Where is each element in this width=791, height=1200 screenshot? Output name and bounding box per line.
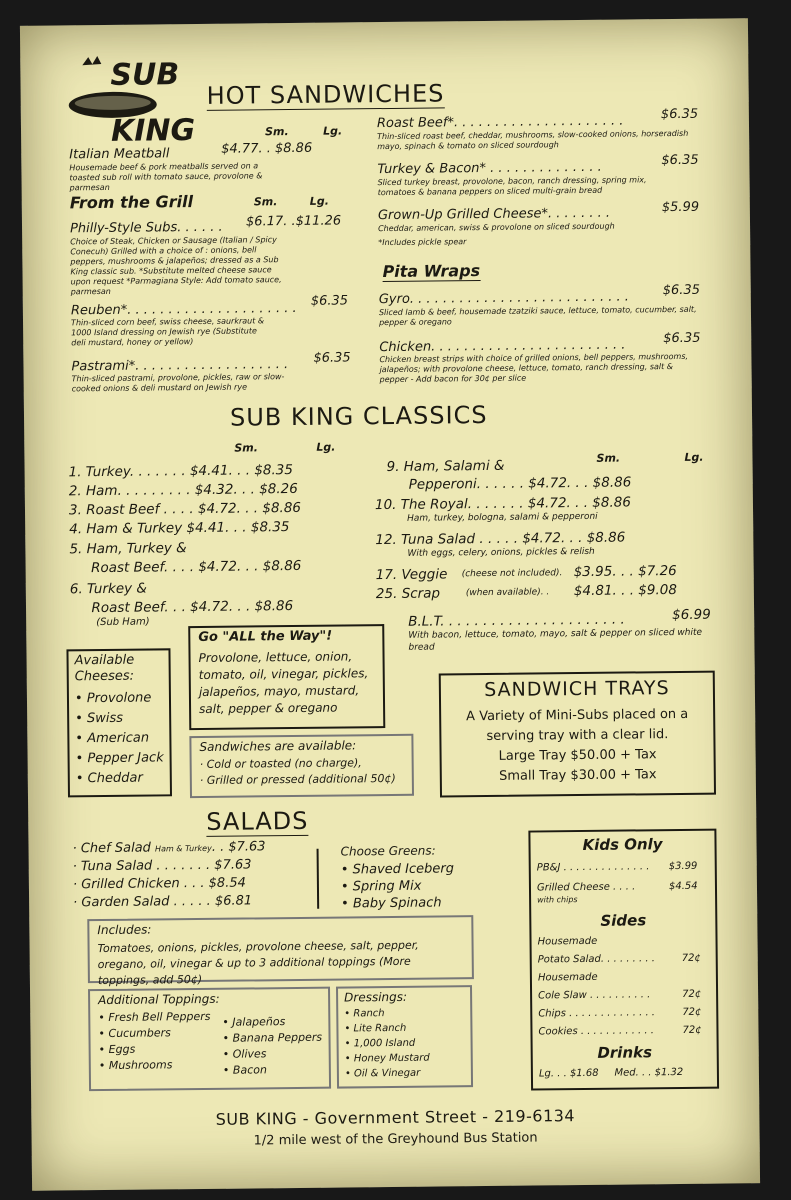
salad-name: Grilled Chicken bbox=[81, 876, 180, 893]
classic-tuna-salad: 12. Tuna Salad . . . . . $4.72. . . $8.86 bbox=[375, 529, 626, 549]
classics-right-sm: Sm. bbox=[596, 451, 621, 465]
salad-note: Ham & Turkey bbox=[154, 843, 212, 854]
topping-label: Olives bbox=[232, 1047, 267, 1061]
cole-slaw-price: 72¢ bbox=[682, 988, 702, 1000]
pita-chicken-name: Chicken. . . . . . . . . . . . . . . . . . . . . . . . bbox=[379, 337, 626, 356]
pbj-name: PB&J . . . . . . . . . . . . . . bbox=[536, 861, 650, 874]
grown-up-grilled-cheese-desc: Cheddar, american, swiss & provolone on sliced sourdough bbox=[378, 221, 615, 234]
sandwiches-available-box bbox=[189, 734, 414, 798]
italian-meatball-name: Italian Meatball bbox=[69, 146, 170, 163]
salad-price: $7.63 bbox=[228, 839, 266, 855]
logo-sub-text: SUB bbox=[110, 57, 180, 93]
green-label: Shaved Iceberg bbox=[352, 861, 455, 878]
dressing-label: Oil & Vinegar bbox=[353, 1067, 421, 1080]
includes-text: Tomatoes, onions, pickles, provolone cheese, salt, pepper, oregano, oil, vinegar & up to 3 additional toppings (More toppings, add 50¢) bbox=[97, 938, 419, 988]
toppings-box bbox=[88, 987, 331, 1092]
sub-king-classics-title: SUB KING CLASSICS bbox=[229, 400, 488, 432]
hot-sandwiches-title: HOT SANDWICHES bbox=[206, 79, 445, 110]
topping-label: Jalapeños bbox=[232, 1015, 286, 1029]
roast-beef-price: $6.35 bbox=[660, 106, 699, 123]
trays-line-1: A Variety of Mini-Subs placed on a bbox=[466, 706, 689, 725]
pita-wraps-title: Pita Wraps bbox=[382, 261, 481, 282]
roast-beef-desc: Thin-sliced roast beef, cheddar, mushrooms, slow-cooked onions, horseradish mayo, spinach & tomato on sliced sourdough bbox=[377, 128, 689, 152]
choose-greens-title: Choose Greens: bbox=[340, 843, 436, 859]
reuben-desc: Thin-sliced corn beef, swiss cheese, saurkraut & 1000 Island dressing on Jewish rye (Substitute deli mustard, honey or yellow) bbox=[70, 316, 265, 348]
classic-row: 2. Ham. . . . . . . . . $4.32. . . $8.26 bbox=[68, 480, 298, 500]
classic-the-royal: 10. The Royal. . . . . . . $4.72. . . $8.86 bbox=[374, 494, 631, 514]
grilled-cheese-price: $4.54 bbox=[668, 880, 698, 893]
philly-name: Philly-Style Subs. . . . . . bbox=[69, 219, 223, 237]
drinks-title: Drinks bbox=[597, 1043, 653, 1062]
classic-veggie: 17. Veggie bbox=[375, 566, 448, 584]
blt-desc: With bacon, lettuce, tomato, mayo, salt & pepper on sliced white bread bbox=[408, 627, 703, 653]
green-item: • Baby Spinach bbox=[341, 895, 442, 912]
cheeses-box bbox=[66, 648, 172, 797]
topping-item: • Eggs bbox=[98, 1042, 136, 1057]
veggie-price: $3.95. . . $7.26 bbox=[573, 562, 677, 581]
scrap-price: $4.81. . . $9.08 bbox=[573, 581, 677, 600]
trays-line-2: serving tray with a clear lid. bbox=[486, 727, 669, 744]
salad-price: $8.54 bbox=[208, 875, 246, 891]
available-line-1: · Cold or toasted (no charge), bbox=[199, 756, 362, 772]
topping-label: Banana Peppers bbox=[232, 1030, 323, 1045]
grown-up-grilled-cheese-price: $5.99 bbox=[661, 199, 700, 216]
salad-price: $6.81 bbox=[214, 893, 253, 909]
pastrami-desc: Thin-sliced pastrami, provolone, pickles, raw or slow-cooked onions & deli mustard on Jewish rye bbox=[71, 372, 285, 394]
available-line-2: · Grilled or pressed (additional 50¢) bbox=[199, 771, 396, 788]
size-small-header: Sm. bbox=[264, 125, 289, 139]
pastrami-name: Pastrami*. . . . . . . . . . . . . . . . . . . bbox=[71, 357, 289, 375]
pita-chicken-price: $6.35 bbox=[663, 330, 701, 347]
pickle-spear-note: *Includes pickle spear bbox=[378, 237, 467, 248]
topping-label: Bacon bbox=[232, 1063, 267, 1077]
includes-box bbox=[87, 915, 474, 988]
available-title: Sandwiches are available: bbox=[199, 738, 357, 755]
salad-item: · Grilled Chicken . . . $8.54 bbox=[72, 875, 246, 893]
dressings-title: Dressings: bbox=[344, 989, 408, 1005]
salad-dots: . . . . . . . bbox=[156, 857, 211, 874]
topping-item: • Mushrooms bbox=[98, 1058, 173, 1073]
salad-name: Tuna Salad bbox=[80, 858, 153, 875]
potato-salad-name: Potato Salad. . . . . . . . . bbox=[537, 953, 655, 966]
includes-title: Includes: bbox=[97, 922, 152, 938]
all-the-way-title: Go "ALL the Way"! bbox=[198, 628, 333, 646]
grilled-cheese-note: with chips bbox=[537, 895, 578, 905]
grill-size-large: Lg. bbox=[309, 194, 329, 208]
all-the-way-box bbox=[188, 624, 385, 730]
footer-address: SUB KING - Government Street - 219-6134 bbox=[215, 1106, 576, 1129]
salad-name: Garden Salad bbox=[81, 894, 170, 911]
turkey-bacon-price: $6.35 bbox=[661, 152, 699, 169]
kids-sides-drinks-box bbox=[528, 829, 719, 1091]
salad-dots: . . . . . bbox=[173, 893, 211, 910]
italian-meatball-desc: Housemade beef & pork meatballs served on a toasted sub roll with tomato sauce, provolone & parmesan bbox=[69, 161, 263, 193]
classics-sm-header: Sm. bbox=[234, 441, 258, 455]
drinks-prices: Lg. . . $1.68 Med. . . $1.32 bbox=[538, 1066, 684, 1080]
salad-dots: . . bbox=[211, 839, 225, 855]
salad-dots: . . . bbox=[183, 875, 205, 892]
dressing-label: Ranch bbox=[353, 1008, 385, 1020]
salad-item: · Tuna Salad . . . . . . . $7.63 bbox=[72, 857, 252, 875]
classic-pepperoni: Pepperoni. . . . . . $4.72. . . $8.86 bbox=[408, 474, 632, 493]
cheese-item: • Swiss bbox=[75, 710, 124, 727]
cookies-name: Cookies . . . . . . . . . . . . bbox=[538, 1025, 654, 1038]
gyro-name: Gyro. . . . . . . . . . . . . . . . . . . . . . . . . . . bbox=[378, 289, 629, 308]
philly-desc: Choice of Steak, Chicken or Sausage (Italian / Spicy Conecuh) Grilled with a choice of : onions, bell peppers, mushrooms & jalapeños; dressed as a Sub King classic sub. *Substitute melted cheese sauce upon request *Parmagiana Style: Add tomato sauce, parmesan bbox=[70, 235, 282, 297]
blt-price: $6.99 bbox=[672, 606, 711, 624]
pbj-price: $3.99 bbox=[668, 860, 698, 873]
sides-title: Sides bbox=[600, 911, 647, 930]
cheese-item: • Pepper Jack bbox=[75, 750, 164, 767]
chips-price: 72¢ bbox=[682, 1006, 702, 1018]
cheese-label: Pepper Jack bbox=[87, 750, 164, 767]
green-item: • Spring Mix bbox=[340, 878, 422, 895]
grown-up-grilled-cheese-name: Grown-Up Grilled Cheese*. . . . . . . . bbox=[377, 205, 611, 224]
green-item: • Shaved Iceberg bbox=[340, 861, 455, 878]
cheese-item: • American bbox=[75, 730, 150, 747]
logo-king-text: KING bbox=[110, 113, 196, 149]
dressing-item: • Honey Mustard bbox=[344, 1052, 430, 1065]
pastrami-price: $6.35 bbox=[313, 350, 351, 366]
housemade-label: Housemade bbox=[537, 935, 598, 948]
classic-row: 3. Roast Beef . . . . $4.72. . . $8.86 bbox=[68, 499, 302, 519]
the-royal-desc: Ham, turkey, bologna, salami & pepperoni bbox=[407, 511, 598, 524]
reuben-name: Reuben*. . . . . . . . . . . . . . . . . . . . . bbox=[70, 300, 297, 319]
all-the-way-text: Provolone, lettuce, onion, tomato, oil, vinegar, pickles, jalapeños, mayo, mustard, salt, pepper & oregano bbox=[198, 649, 369, 717]
classics-right-lg: Lg. bbox=[684, 450, 704, 464]
sandwich-trays-title: SANDWICH TRAYS bbox=[484, 677, 670, 702]
salad-item: · Chef Salad Ham & Turkey. . $7.63 bbox=[72, 839, 266, 857]
classic-row: Roast Beef. . . . $4.72. . . $8.86 bbox=[69, 557, 302, 577]
dressing-label: 1,000 Island bbox=[353, 1037, 416, 1050]
gyro-desc: Sliced lamb & beef, housemade tzatziki sauce, lettuce, tomato, cucumber, salt, pepper & oregano bbox=[378, 304, 697, 328]
dressing-label: Lite Ranch bbox=[353, 1022, 407, 1035]
classic-row: 4. Ham & Turkey $4.41. . . $8.35 bbox=[69, 519, 290, 538]
green-label: Spring Mix bbox=[352, 878, 422, 895]
small-tray-price: Small Tray $30.00 + Tax bbox=[498, 767, 657, 784]
potato-salad-price: 72¢ bbox=[681, 952, 701, 964]
from-the-grill-title: From the Grill bbox=[69, 192, 194, 213]
reuben-price: $6.35 bbox=[310, 293, 349, 309]
size-large-header: Lg. bbox=[322, 124, 343, 138]
classic-row: Roast Beef. . . $4.72. . . $8.86 bbox=[69, 598, 294, 617]
turkey-bacon-desc: Sliced turkey breast, provolone, bacon, ranch dressing, spring mix, tomatoes & banana peppers on sliced multi-grain bread bbox=[377, 175, 647, 198]
crown-sandwich-icon bbox=[64, 54, 196, 149]
salad-divider bbox=[317, 849, 320, 909]
classic-row: 6. Turkey & bbox=[69, 580, 148, 598]
salad-price: $7.63 bbox=[214, 857, 252, 873]
classic-scrap: 25. Scrap bbox=[375, 585, 441, 603]
tuna-salad-desc: With eggs, celery, onions, pickles & relish bbox=[407, 546, 595, 559]
green-label: Baby Spinach bbox=[352, 895, 442, 912]
topping-label: Fresh Bell Peppers bbox=[108, 1009, 211, 1024]
cheeses-title: Available Cheeses: bbox=[74, 652, 135, 685]
topping-label: Eggs bbox=[108, 1042, 136, 1056]
sub-ham-note: (Sub Ham) bbox=[96, 616, 150, 629]
philly-price: $6.17. .$11.26 bbox=[245, 213, 342, 230]
cheese-item: • Provolone bbox=[74, 690, 152, 707]
classic-row: 1. Turkey. . . . . . . $4.41. . . $8.35 bbox=[68, 462, 294, 481]
cole-slaw-name: Cole Slaw . . . . . . . . . . bbox=[538, 989, 651, 1002]
dressing-item: • Ranch bbox=[344, 1008, 385, 1020]
topping-item: • Cucumbers bbox=[98, 1026, 171, 1041]
pita-chicken-desc: Chicken breast strips with choice of grilled onions, bell peppers, mushrooms, jalapeños; with provolone cheese, lettuce, tomato, ranch dressing, salt & pepper - Add bacon for 30¢ per slice bbox=[379, 351, 689, 385]
salad-name: Chef Salad bbox=[80, 840, 151, 857]
topping-label: Cucumbers bbox=[108, 1026, 171, 1040]
salad-item: · Garden Salad . . . . . $6.81 bbox=[73, 893, 253, 911]
scrap-note: (when available). . bbox=[465, 587, 550, 599]
classics-lg-header: Lg. bbox=[316, 440, 336, 454]
cheese-label: American bbox=[87, 730, 150, 747]
dressing-label: Honey Mustard bbox=[353, 1052, 430, 1065]
classic-ham-salami: 9. Ham, Salami & bbox=[386, 457, 505, 476]
large-tray-price: Large Tray $50.00 + Tax bbox=[498, 747, 657, 764]
kids-only-title: Kids Only bbox=[582, 835, 663, 854]
italian-meatball-price: $4.77. . $8.86 bbox=[221, 140, 313, 157]
dressings-box bbox=[336, 985, 473, 1088]
cheese-label: Cheddar bbox=[87, 770, 143, 787]
turkey-bacon-name: Turkey & Bacon* . . . . . . . . . . . . . . bbox=[377, 159, 602, 178]
chips-name: Chips . . . . . . . . . . . . . . bbox=[538, 1007, 656, 1020]
salads-title: SALADS bbox=[206, 806, 309, 836]
roast-beef-name: Roast Beef*. . . . . . . . . . . . . . . . . . . . . bbox=[376, 113, 624, 132]
classic-row: 5. Ham, Turkey & bbox=[69, 540, 187, 558]
topping-item: • Jalapeños bbox=[222, 1015, 286, 1029]
cheese-label: Swiss bbox=[86, 710, 124, 727]
menu-page bbox=[20, 18, 760, 1191]
veggie-note: (cheese not included). bbox=[461, 568, 563, 580]
blt-name: B.L.T. . . . . . . . . . . . . . . . . . . . . . bbox=[408, 611, 625, 630]
grill-size-small: Sm. bbox=[253, 195, 278, 209]
housemade-label: Housemade bbox=[537, 971, 598, 984]
dressing-item: • 1,000 Island bbox=[344, 1037, 416, 1050]
toppings-title: Additional Toppings: bbox=[98, 991, 220, 1008]
topping-label: Mushrooms bbox=[108, 1058, 173, 1072]
cheese-label: Provolone bbox=[86, 690, 152, 707]
footer-directions: 1/2 mile west of the Greyhound Bus Station bbox=[253, 1130, 538, 1149]
gyro-price: $6.35 bbox=[662, 282, 701, 299]
sandwich-trays-box bbox=[439, 671, 716, 798]
cookies-price: 72¢ bbox=[682, 1024, 702, 1036]
topping-item: • Banana Peppers bbox=[222, 1030, 323, 1045]
cheese-item: • Cheddar bbox=[75, 770, 143, 787]
dressing-item: • Oil & Vinegar bbox=[344, 1067, 421, 1080]
dressing-item: • Lite Ranch bbox=[344, 1022, 407, 1035]
topping-item: • Bacon bbox=[222, 1063, 267, 1077]
grilled-cheese-name: Grilled Cheese . . . . bbox=[536, 881, 636, 894]
topping-item: • Olives bbox=[222, 1047, 267, 1061]
sub-king-logo bbox=[64, 54, 196, 149]
topping-item: • Fresh Bell Peppers bbox=[98, 1009, 211, 1025]
